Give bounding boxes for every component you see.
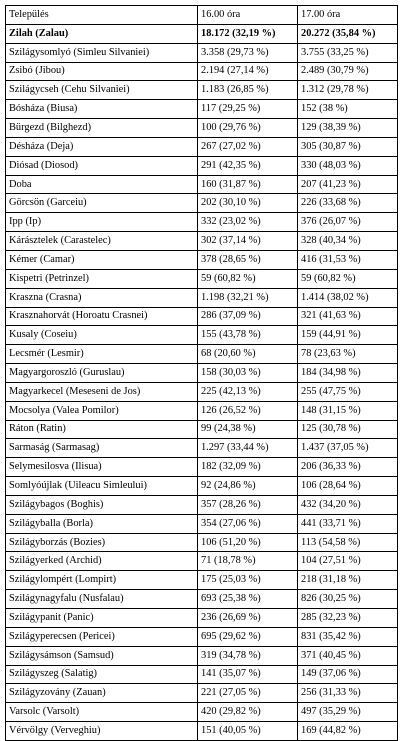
turnout-16h-cell: 1.297 (33,44 %): [198, 439, 298, 458]
turnout-17h-cell: 2.489 (30,79 %): [298, 62, 398, 81]
turnout-17h-cell: 441 (33,71 %): [298, 514, 398, 533]
table-row: [6, 552, 398, 571]
turnout-17h-cell: 113 (54,58 %): [298, 533, 398, 552]
settlement-cell: Mocsolya (Valea Pomilor): [6, 401, 198, 420]
table-row: [6, 307, 398, 326]
table-row: [6, 24, 398, 43]
turnout-17h-cell: 218 (31,18 %): [298, 571, 398, 590]
turnout-17h-cell: 106 (28,64 %): [298, 477, 398, 496]
column-header-17h: 17.00 óra: [298, 6, 398, 25]
turnout-16h-cell: 117 (29,25 %): [198, 100, 298, 119]
table-row: [6, 514, 398, 533]
turnout-16h-cell: 106 (51,20 %): [198, 533, 298, 552]
table-row: [6, 627, 398, 646]
settlement-cell: Szilágyszeg (Salatig): [6, 665, 198, 684]
turnout-16h-cell: 291 (42,35 %): [198, 156, 298, 175]
settlement-cell: Ipp (Ip): [6, 213, 198, 232]
turnout-17h-cell: 826 (30,25 %): [298, 590, 398, 609]
table-row: [6, 495, 398, 514]
turnout-17h-cell: 78 (23,63 %): [298, 345, 398, 364]
turnout-17h-cell: 330 (48,03 %): [298, 156, 398, 175]
turnout-16h-cell: 151 (40,05 %): [198, 722, 298, 741]
settlement-cell: Szilágybagos (Boghis): [6, 495, 198, 514]
turnout-17h-cell: 104 (27,51 %): [298, 552, 398, 571]
turnout-16h-cell: 71 (18,78 %): [198, 552, 298, 571]
table-row: [6, 213, 398, 232]
turnout-17h-cell: 432 (34,20 %): [298, 495, 398, 514]
table-row: [6, 401, 398, 420]
turnout-17h-cell: 497 (35,29 %): [298, 703, 398, 722]
settlement-cell: Szilágypanit (Panic): [6, 609, 198, 628]
turnout-16h-cell: 18.172 (32,19 %): [198, 24, 298, 43]
turnout-16h-cell: 160 (31,87 %): [198, 175, 298, 194]
table-row: [6, 382, 398, 401]
turnout-16h-cell: 332 (23,02 %): [198, 213, 298, 232]
turnout-16h-cell: 59 (60,82 %): [198, 269, 298, 288]
turnout-16h-cell: 182 (32,09 %): [198, 458, 298, 477]
turnout-16h-cell: 286 (37,09 %): [198, 307, 298, 326]
table-row: [6, 590, 398, 609]
turnout-16h-cell: 202 (30,10 %): [198, 194, 298, 213]
settlement-cell: Görcsön (Garceiu): [6, 194, 198, 213]
turnout-17h-cell: 1.312 (29,78 %): [298, 81, 398, 100]
table-row: [6, 364, 398, 383]
turnout-17h-cell: 1.414 (38,02 %): [298, 288, 398, 307]
turnout-16h-cell: 3.358 (29,73 %): [198, 43, 298, 62]
turnout-16h-cell: 1.183 (26,85 %): [198, 81, 298, 100]
settlement-cell: Krasznahorvát (Horoatu Crasnei): [6, 307, 198, 326]
table-row: [6, 477, 398, 496]
turnout-17h-cell: 206 (36,33 %): [298, 458, 398, 477]
settlement-cell: Szilágycseh (Cehu Silvaniei): [6, 81, 198, 100]
settlement-cell: Selymesilosva (Ilisua): [6, 458, 198, 477]
settlement-cell: Szilágyzovány (Zauan): [6, 684, 198, 703]
table-row: [6, 194, 398, 213]
settlement-cell: Somlyóújlak (Uileacu Simleului): [6, 477, 198, 496]
turnout-17h-cell: 125 (30,78 %): [298, 420, 398, 439]
turnout-17h-cell: 321 (41,63 %): [298, 307, 398, 326]
turnout-16h-cell: 267 (27,02 %): [198, 137, 298, 156]
table-row: [6, 175, 398, 194]
settlement-cell: Diósad (Diosod): [6, 156, 198, 175]
turnout-17h-cell: 376 (26,07 %): [298, 213, 398, 232]
table-row: [6, 722, 398, 741]
settlement-cell: Magyargoroszló (Guruslau): [6, 364, 198, 383]
turnout-16h-cell: 158 (30,03 %): [198, 364, 298, 383]
turnout-16h-cell: 693 (25,38 %): [198, 590, 298, 609]
turnout-16h-cell: 319 (34,78 %): [198, 646, 298, 665]
turnout-16h-cell: 302 (37,14 %): [198, 232, 298, 251]
settlement-cell: Szilágyperecsen (Pericei): [6, 627, 198, 646]
settlement-cell: Varsolc (Varsolt): [6, 703, 198, 722]
settlement-cell: Szilágyerked (Archid): [6, 552, 198, 571]
table-row: [6, 533, 398, 552]
turnout-16h-cell: 357 (28,26 %): [198, 495, 298, 514]
turnout-17h-cell: 59 (60,82 %): [298, 269, 398, 288]
table-row: [6, 250, 398, 269]
settlement-cell: Szilágylompért (Lompirt): [6, 571, 198, 590]
turnout-17h-cell: 159 (44,91 %): [298, 326, 398, 345]
settlement-cell: Kémer (Camar): [6, 250, 198, 269]
turnout-17h-cell: 328 (40,34 %): [298, 232, 398, 251]
table-row: [6, 100, 398, 119]
turnout-17h-cell: 129 (38,39 %): [298, 119, 398, 138]
turnout-16h-cell: 2.194 (27,14 %): [198, 62, 298, 81]
table-row: [6, 119, 398, 138]
turnout-16h-cell: 1.198 (32,21 %): [198, 288, 298, 307]
turnout-17h-cell: 20.272 (35,84 %): [298, 24, 398, 43]
table-row: [6, 458, 398, 477]
column-header-16h: 16.00 óra: [198, 6, 298, 25]
settlement-cell: Ráton (Ratin): [6, 420, 198, 439]
table-row: [6, 156, 398, 175]
turnout-17h-cell: 255 (47,75 %): [298, 382, 398, 401]
settlement-cell: Sarmaság (Sarmasag): [6, 439, 198, 458]
settlement-cell: Bürgezd (Bilghezd): [6, 119, 198, 138]
turnout-17h-cell: 305 (30,87 %): [298, 137, 398, 156]
table-row: [6, 288, 398, 307]
table-row: [6, 345, 398, 364]
turnout-16h-cell: 378 (28,65 %): [198, 250, 298, 269]
turnout-16h-cell: 92 (24,86 %): [198, 477, 298, 496]
settlement-cell: Kárásztelek (Carastelec): [6, 232, 198, 251]
table-row: [6, 420, 398, 439]
turnout-17h-cell: 152 (38 %): [298, 100, 398, 119]
table-row: [6, 665, 398, 684]
settlement-cell: Zsibó (Jibou): [6, 62, 198, 81]
table-row: [6, 609, 398, 628]
turnout-16h-cell: 99 (24,38 %): [198, 420, 298, 439]
turnout-17h-cell: 226 (33,68 %): [298, 194, 398, 213]
settlement-cell: Magyarkecel (Meseseni de Jos): [6, 382, 198, 401]
turnout-16h-cell: 225 (42,13 %): [198, 382, 298, 401]
table-row: [6, 326, 398, 345]
turnout-16h-cell: 354 (27,06 %): [198, 514, 298, 533]
turnout-16h-cell: 141 (35,07 %): [198, 665, 298, 684]
turnout-16h-cell: 100 (29,76 %): [198, 119, 298, 138]
settlement-cell: Doba: [6, 175, 198, 194]
turnout-16h-cell: 175 (25,03 %): [198, 571, 298, 590]
settlement-cell: Kusaly (Coseiu): [6, 326, 198, 345]
turnout-table: [5, 5, 398, 741]
turnout-16h-cell: 236 (26,69 %): [198, 609, 298, 628]
table-row: [6, 646, 398, 665]
table-row: [6, 571, 398, 590]
column-header-settlement: Település: [6, 6, 198, 25]
turnout-17h-cell: 1.437 (37,05 %): [298, 439, 398, 458]
table-row: [6, 81, 398, 100]
settlement-cell: Vérvölgy (Verveghiu): [6, 722, 198, 741]
turnout-17h-cell: 371 (40,45 %): [298, 646, 398, 665]
settlement-cell: Bósháza (Biusa): [6, 100, 198, 119]
table-body: [6, 24, 398, 740]
settlement-cell: Lecsmér (Lesmir): [6, 345, 198, 364]
turnout-17h-cell: 285 (32,23 %): [298, 609, 398, 628]
settlement-cell: Szilágyborzás (Bozies): [6, 533, 198, 552]
settlement-cell: Szilágyballa (Borla): [6, 514, 198, 533]
turnout-16h-cell: 126 (26,52 %): [198, 401, 298, 420]
turnout-17h-cell: 3.755 (33,25 %): [298, 43, 398, 62]
table-row: [6, 62, 398, 81]
table-row: [6, 43, 398, 62]
settlement-cell: Désháza (Deja): [6, 137, 198, 156]
table-header-row: [6, 6, 398, 25]
turnout-17h-cell: 184 (34,98 %): [298, 364, 398, 383]
settlement-cell: Szilágynagyfalu (Nusfalau): [6, 590, 198, 609]
table-row: [6, 684, 398, 703]
turnout-16h-cell: 420 (29,82 %): [198, 703, 298, 722]
turnout-17h-cell: 207 (41,23 %): [298, 175, 398, 194]
settlement-cell: Szilágysomlyó (Simleu Silvaniei): [6, 43, 198, 62]
turnout-16h-cell: 221 (27,05 %): [198, 684, 298, 703]
table-row: [6, 232, 398, 251]
settlement-cell: Kispetri (Petrinzel): [6, 269, 198, 288]
turnout-17h-cell: 149 (37,06 %): [298, 665, 398, 684]
settlement-cell: Zilah (Zalau): [6, 24, 198, 43]
table-row: [6, 137, 398, 156]
turnout-17h-cell: 169 (44,82 %): [298, 722, 398, 741]
turnout-17h-cell: 831 (35,42 %): [298, 627, 398, 646]
turnout-16h-cell: 695 (29,62 %): [198, 627, 298, 646]
settlement-cell: Szilágysámson (Samsud): [6, 646, 198, 665]
turnout-17h-cell: 148 (31,15 %): [298, 401, 398, 420]
turnout-17h-cell: 416 (31,53 %): [298, 250, 398, 269]
turnout-16h-cell: 68 (20,60 %): [198, 345, 298, 364]
table-row: [6, 703, 398, 722]
table-row: [6, 439, 398, 458]
settlement-cell: Kraszna (Crasna): [6, 288, 198, 307]
turnout-16h-cell: 155 (43,78 %): [198, 326, 298, 345]
table-row: [6, 269, 398, 288]
turnout-17h-cell: 256 (31,33 %): [298, 684, 398, 703]
